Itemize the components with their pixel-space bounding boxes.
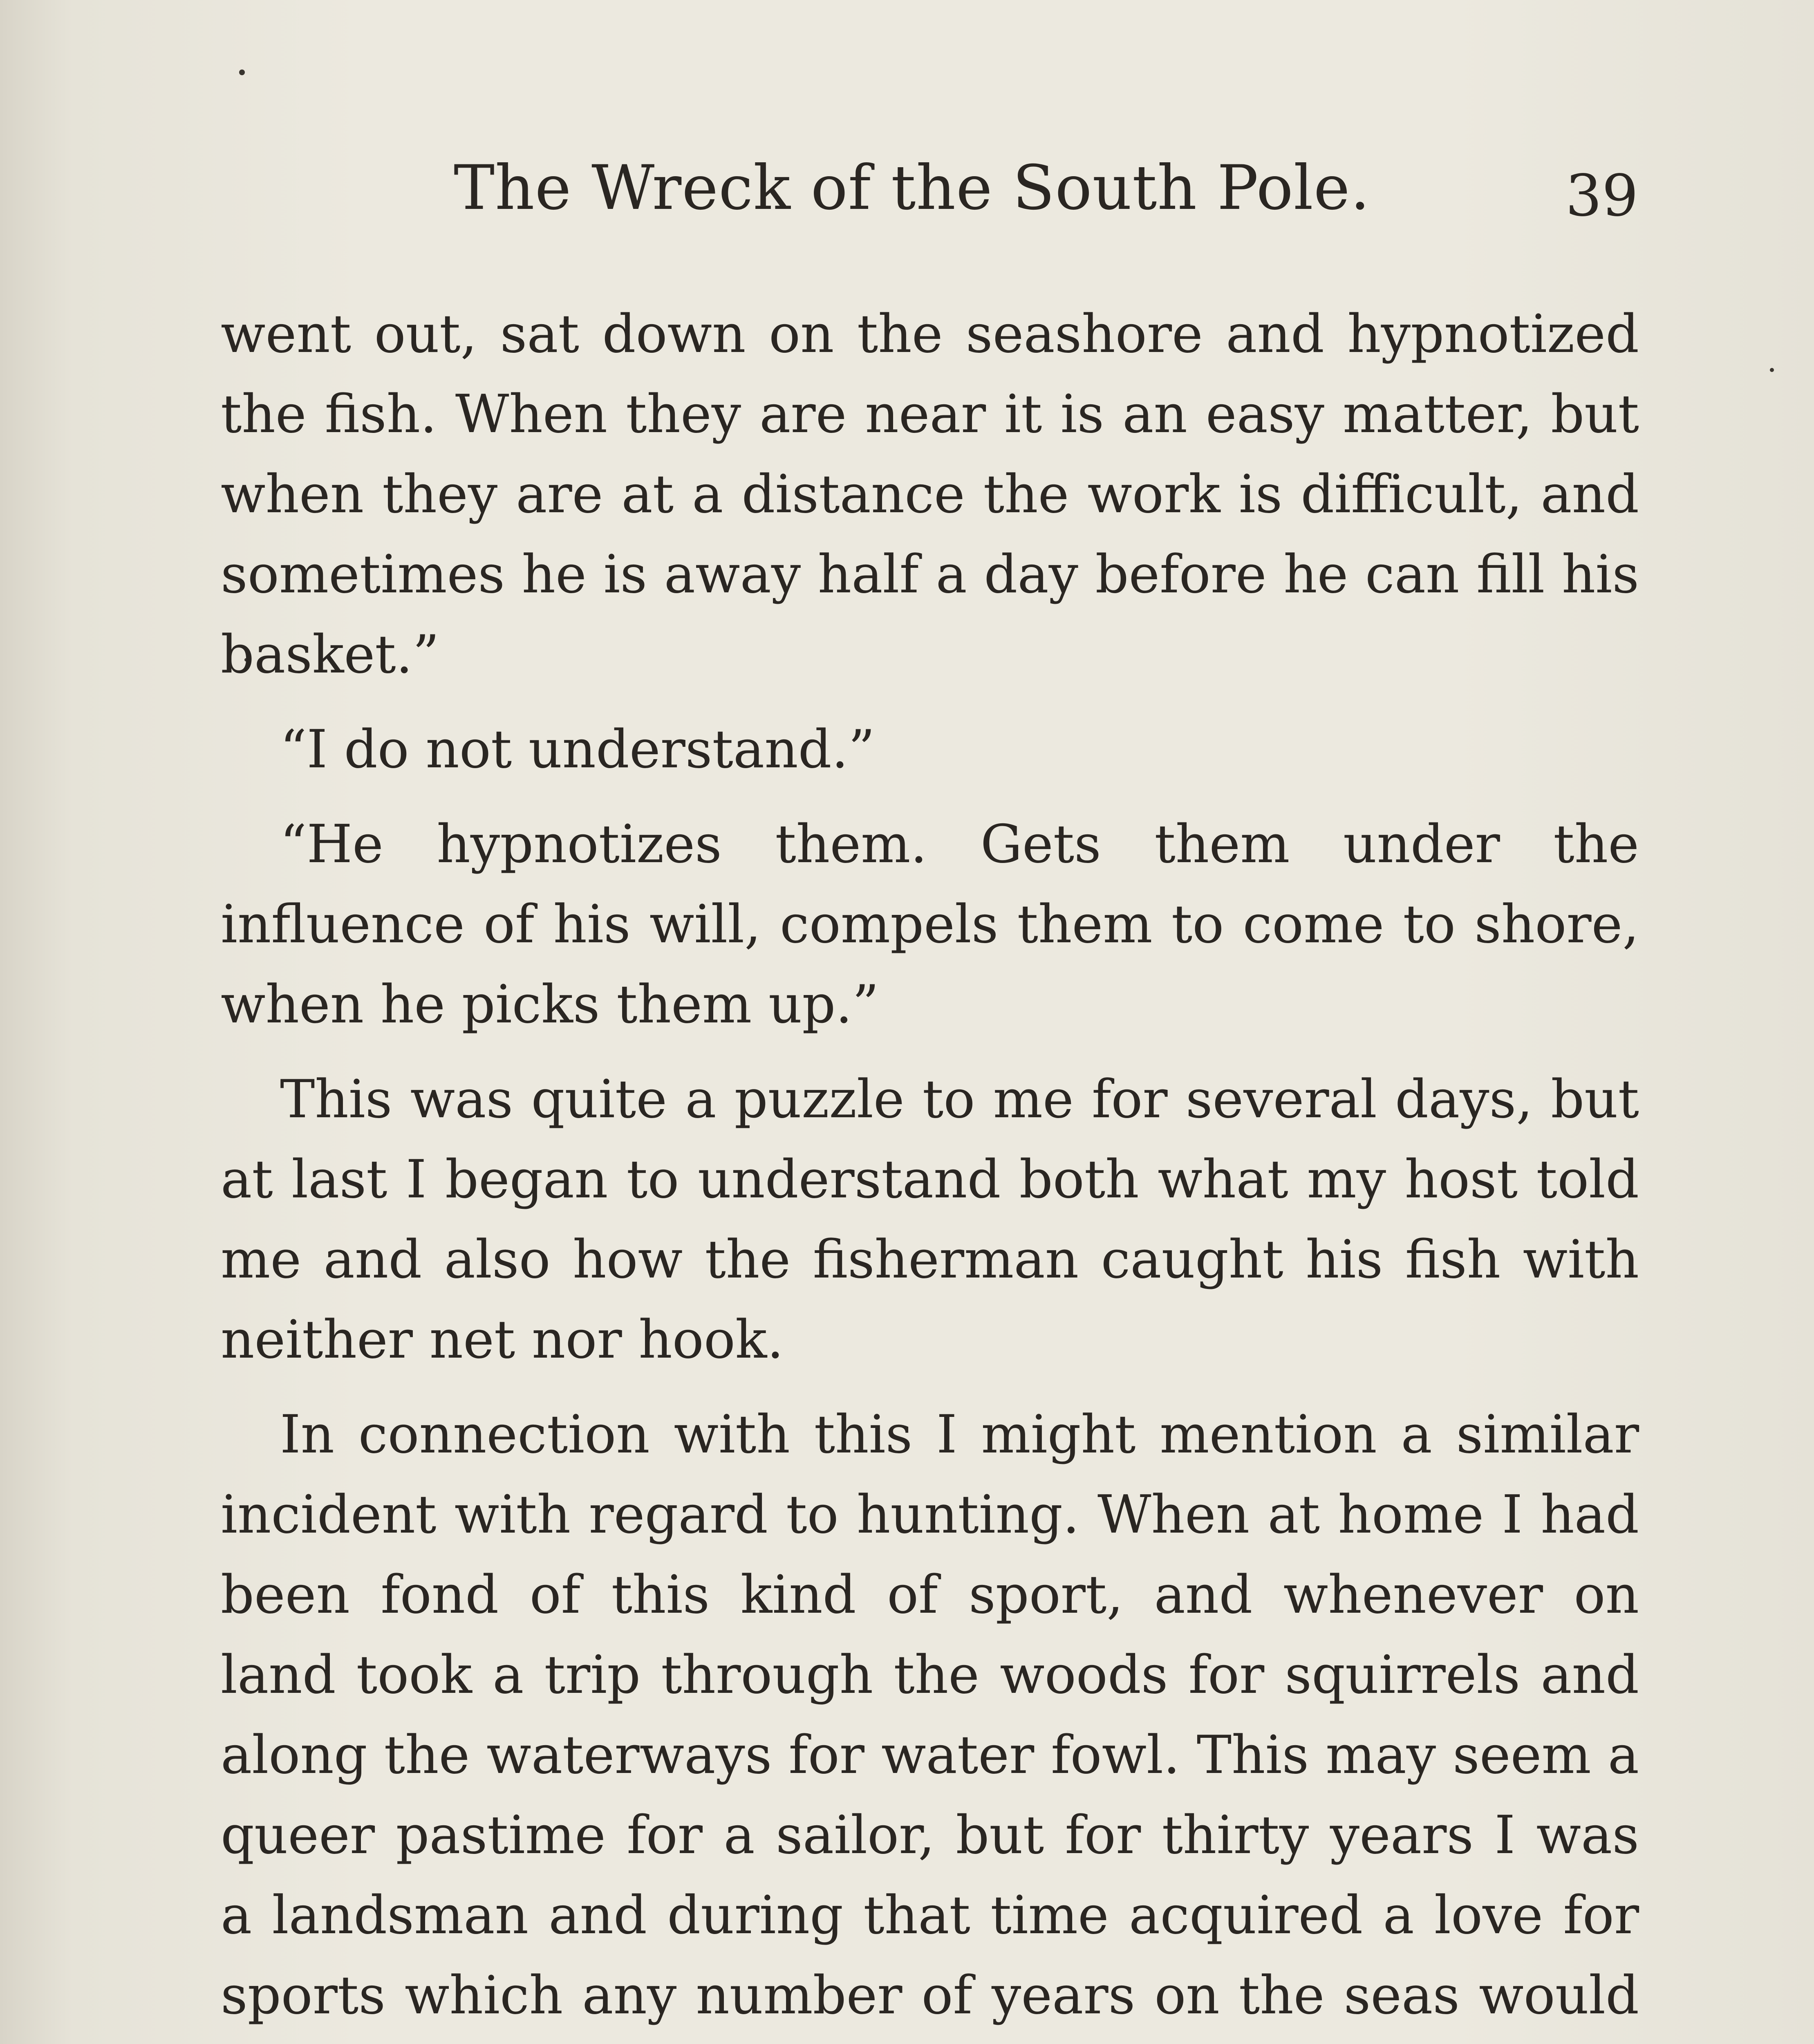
running-head <box>0 147 1814 245</box>
paragraph: In connection with this I might mention a similar incident with regard to hunting. When at home I had been fond of this kind of sport, and whenever on land took a trip through the woods for squirrels and along the waterways for water fowl. This may seem a queer pastime for a sailor, but for thirty years I was a landsman and during that time acquired a love for sports which any number of years on the seas would <box>221 1404 1639 2026</box>
running-title: The Wreck of the South Pole. <box>454 152 1371 224</box>
ink-speck <box>239 69 245 75</box>
ink-speck <box>1770 368 1774 372</box>
body-text <box>221 294 1639 2044</box>
paragraph: went out, sat down on the seashore and hypnotized the fish. When they are near it is an easy matter, but when they are at a distance the work is difficult, and sometimes he is away half a day before he can fill his basket.” <box>221 304 1639 685</box>
paragraph: “I do not understand.” <box>280 719 875 780</box>
page-number: 39 <box>1565 163 1639 229</box>
paragraph: “He hypnotizes them. Gets them under the influence of his will, compels them to come to shore, when he picks them up.” <box>221 814 1639 1035</box>
paragraph: This was quite a puzzle to me for several days, but at last I began to understand both what my host told me and also how the fisherman caught his fish with neither net nor hook. <box>221 1069 1639 1370</box>
